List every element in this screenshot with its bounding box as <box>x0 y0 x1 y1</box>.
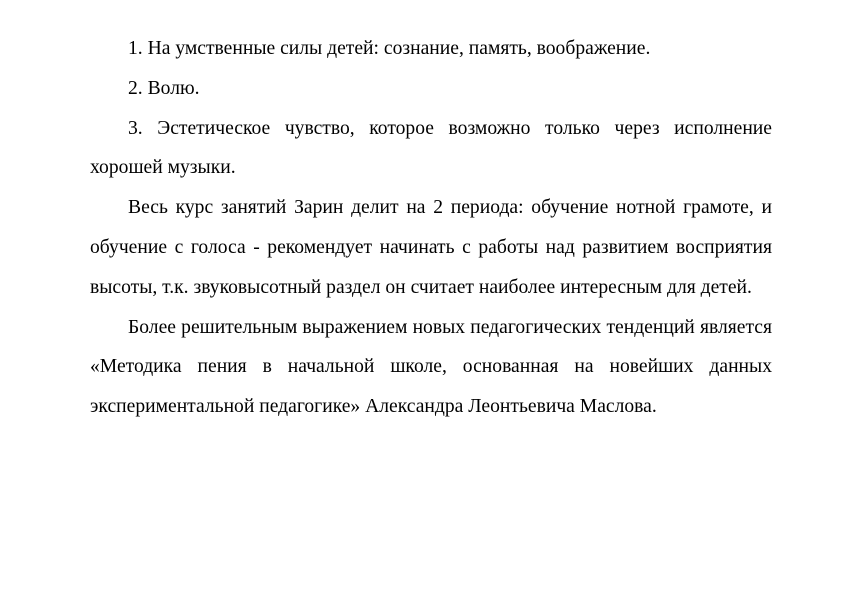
paragraph-course-periods: Весь курс занятий Зарин делит на 2 периода: обучение нотной грамоте, и обучение с голоса - рекомендует начинать с работы над развитием восприятия высоты, т.к. звуковысотный раздел он считает наиболее интересным для детей. <box>90 197 772 298</box>
document-page <box>90 29 772 427</box>
list-item-will: 2. Волю. <box>128 77 200 99</box>
paragraph-maslov-method: Более решительным выражением новых педагогических тенденций является «Методика пения в начальной школе, основанная на новейших данных экспериментальной педагогике» Александра Леонтьевича Маслова. <box>90 316 772 418</box>
list-item-aesthetic-feeling: 3. Эстетическое чувство, которое возможно только через исполнение хорошей музыки. <box>90 117 772 179</box>
list-item-mental-forces: 1. На умственные силы детей: сознание, память, воображение. <box>128 38 651 59</box>
